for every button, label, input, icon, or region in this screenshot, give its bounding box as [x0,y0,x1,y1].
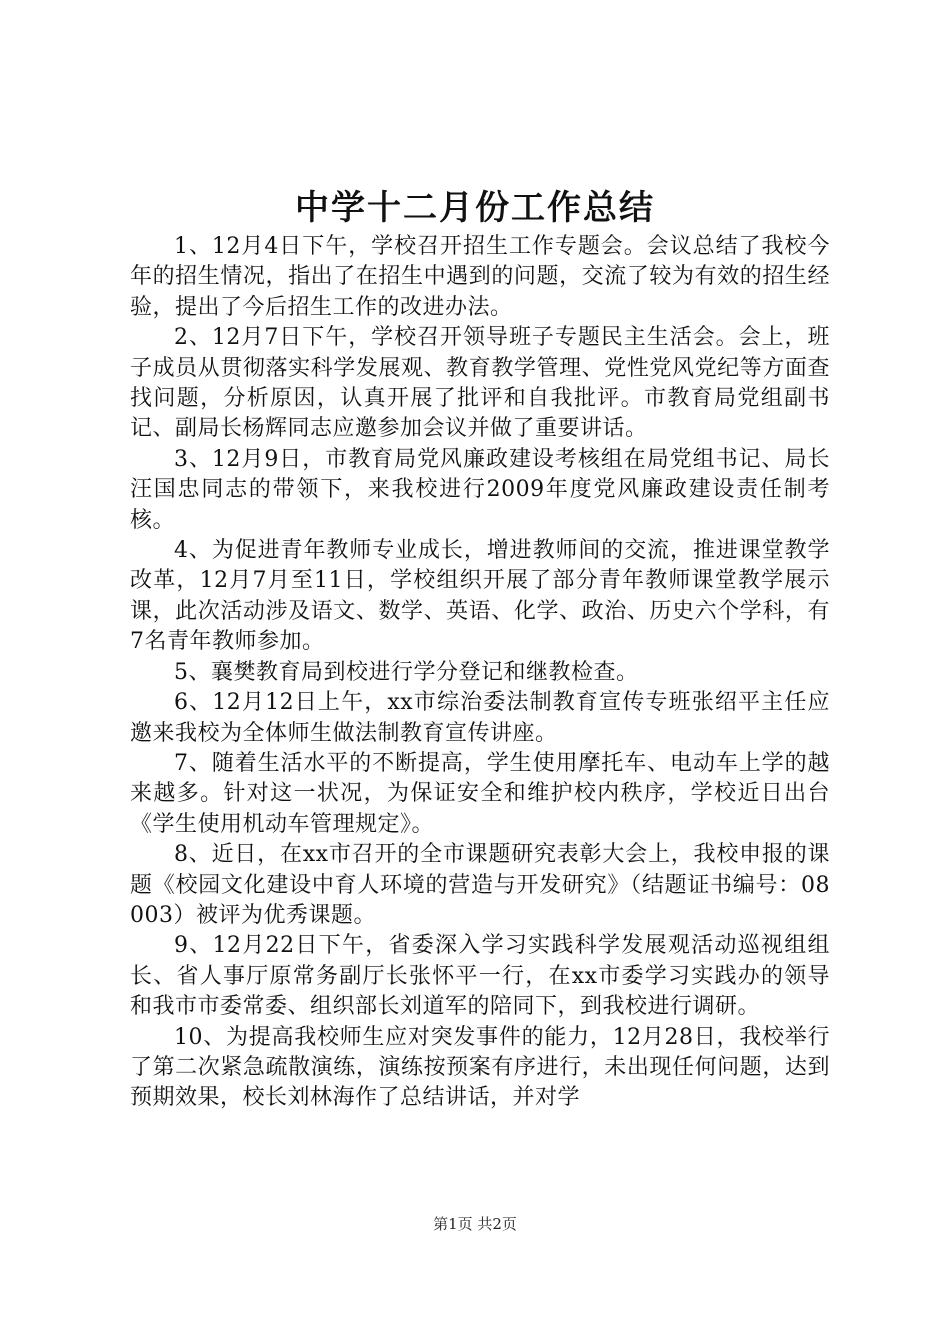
paragraph-10: 10、为提高我校师生应对突发事件的能力，12月28日，我校举行了第二次紧急疏散演练，演练按预案有序进行，未出现任何问题，达到预期效果，校长刘林海作了总结讲话，并对学 [130,1024,830,1111]
paragraph-5: 5、襄樊教育局到校进行学分登记和继教检查。 [174,659,639,685]
page-footer [0,1212,950,1236]
paragraph-6: 6、12月12日上午，xx市综治委法制教育宣传专班张绍平主任应邀来我校为全体师生做法制教育宣传讲座。 [130,690,830,746]
page-indicator: 第1页 共2页 [433,1215,517,1233]
paragraph-4: 4、为促进青年教师专业成长，增进教师间的交流，推进课堂教学改革，12月7月至11日，学校组织开展了部分青年教师课堂教学展示课，此次活动涉及语文、数学、英语、化学、政治、历史六个学科，有7名青年教师参加。 [130,538,830,655]
paragraph-1: 1、12月4日下午，学校召开招生工作专题会。会议总结了我校今年的招生情况，指出了在招生中遇到的问题，交流了较为有效的招生经验，提出了今后招生工作的改进办法。 [130,234,830,320]
paragraph-2: 2、12月7日下午，学校召开领导班子专题民主生活会。会上，班子成员从贯彻落实科学发展观、教育教学管理、党性党风党纪等方面查找问题，分析原因，认真开展了批评和自我批评。市教育局党组副书记、副局长杨辉同志应邀参加会议并做了重要讲话。 [130,325,830,442]
document-body [130,232,830,1114]
paragraph-9: 9、12月22日下午，省委深入学习实践科学发展观活动巡视组组长、省人事厅原常务副厅长张怀平一行，在xx市委学习实践办的领导和我市市委常委、组织部长刘道军的陪同下，到我校进行调研。 [130,933,830,1020]
paragraph-3: 3、12月9日，市教育局党风廉政建设考核组在局党组书记、局长汪国忠同志的带领下，来我校进行2009年度党风廉政建设责任制考核。 [130,446,830,533]
paragraph-8: 8、近日，在xx市召开的全市课题研究表彰大会上，我校申报的课题《校园文化建设中育人环境的营造与开发研究》（结题证书编号：08003）被评为优秀课题。 [130,842,830,928]
paragraph-7: 7、随着生活水平的不断提高，学生使用摩托车、电动车上学的越来越多。针对这一状况，为保证安全和维护校内秩序，学校近日出台《学生使用机动车管理规定》。 [130,750,830,837]
document-title: 中学十二月份工作总结 [295,188,655,228]
